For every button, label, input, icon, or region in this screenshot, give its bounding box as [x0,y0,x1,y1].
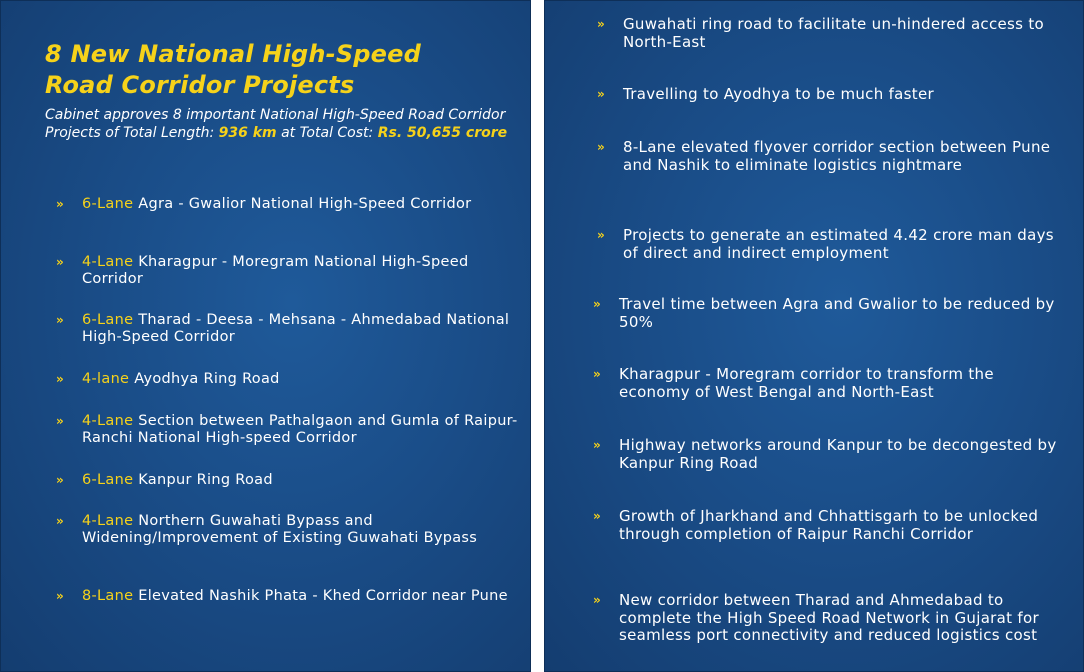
benefit-item-4 [597,226,1063,262]
lane-label: 4-lane [82,371,130,387]
project-item-7 [56,513,531,546]
benefit-text: Highway networks around Kanpur to be decongested by Kanpur Ring Road [619,436,1057,472]
project-item-6 [56,472,531,489]
project-text: Tharad - Deesa - Mehsana - Ahmedabad National High-Speed Corridor [82,312,510,345]
bullet-icon: » [593,438,602,452]
bullet-icon: » [593,297,602,311]
bullet-icon: » [593,509,602,523]
project-text: Ayodhya Ring Road [129,371,280,387]
project-item-4 [56,371,531,388]
benefit-text: Travelling to Ayodhya to be much faster [623,85,934,103]
benefit-text: Growth of Jharkhand and Chhattisgarh to be unlocked through completion of Raipur Ranchi Corridor [619,507,1039,543]
project-item-2 [56,254,531,287]
bullet-icon: » [597,17,606,31]
project-item-5 [56,413,531,446]
project-text: Elevated Nashik Phata - Khed Corridor near Pune [133,588,508,604]
benefit-item-8 [593,507,1069,543]
total-length: 936 km [218,124,277,141]
left-panel [0,0,531,672]
bullet-icon: » [56,514,65,528]
bullet-icon: » [597,140,606,154]
benefit-item-3 [597,138,1063,174]
bullet-icon: » [593,593,602,607]
benefit-item-1 [597,15,1063,51]
benefit-text: New corridor between Tharad and Ahmedabad to complete the High Speed Road Network in Gujarat for seamless port connectivity and reduced logistics cost [619,591,1039,644]
title-line-1: 8 New National High-Speed [45,40,422,68]
bullet-icon: » [593,367,602,381]
lane-label: 4-Lane [82,413,134,429]
intro-paragraph [45,107,515,142]
project-text: Northern Guwahati Bypass and Widening/Improvement of Existing Guwahati Bypass [82,513,478,546]
bullet-icon: » [597,87,606,101]
project-text: Kanpur Ring Road [133,472,273,488]
lane-label: 6-Lane [82,472,134,488]
project-item-8 [56,588,531,605]
bullet-icon: » [56,473,65,487]
benefit-text: 8-Lane elevated flyover corridor section between Pune and Nashik to eliminate logistics nightmare [623,138,1051,174]
total-cost: Rs. 50,655 crore [377,124,508,141]
benefit-text: Kharagpur - Moregram corridor to transform the economy of West Bengal and North-East [619,365,994,401]
lane-label: 6-Lane [82,312,134,328]
benefit-item-2 [597,85,1063,104]
benefit-text: Projects to generate an estimated 4.42 crore man days of direct and indirect employment [623,226,1054,262]
bullet-icon: » [56,197,65,211]
project-text: Kharagpur - Moregram National High-Speed Corridor [82,254,469,287]
bullet-icon: » [56,372,65,386]
project-item-3 [56,312,531,345]
bullet-icon: » [56,589,65,603]
intro-mid: at Total Cost: [276,124,378,141]
benefit-text: Travel time between Agra and Gwalior to be reduced by 50% [619,295,1055,331]
project-text: Section between Pathalgaon and Gumla of Raipur-Ranchi National High-speed Corridor [82,413,518,446]
intro-text: Cabinet approves 8 important National High-Speed Road Corridor Projects of Total Length: [45,107,506,141]
benefit-item-9 [593,591,1069,645]
benefit-item-7 [593,436,1069,472]
title-line-2: Road Corridor Projects [45,71,355,99]
bullet-icon: » [56,255,65,269]
project-text: Agra - Gwalior National High-Speed Corridor [133,196,472,212]
lane-label: 4-Lane [82,254,134,270]
bullet-icon: » [597,228,606,242]
benefit-item-5 [593,295,1069,331]
bullet-icon: » [56,313,65,327]
benefit-item-6 [593,365,1069,401]
lane-label: 8-Lane [82,588,134,604]
bullet-icon: » [56,414,65,428]
project-item-1 [56,196,531,213]
lane-label: 4-Lane [82,513,134,529]
page-title [45,39,515,101]
lane-label: 6-Lane [82,196,134,212]
right-panel [544,0,1084,672]
benefit-text: Guwahati ring road to facilitate un-hindered access to North-East [623,15,1045,51]
